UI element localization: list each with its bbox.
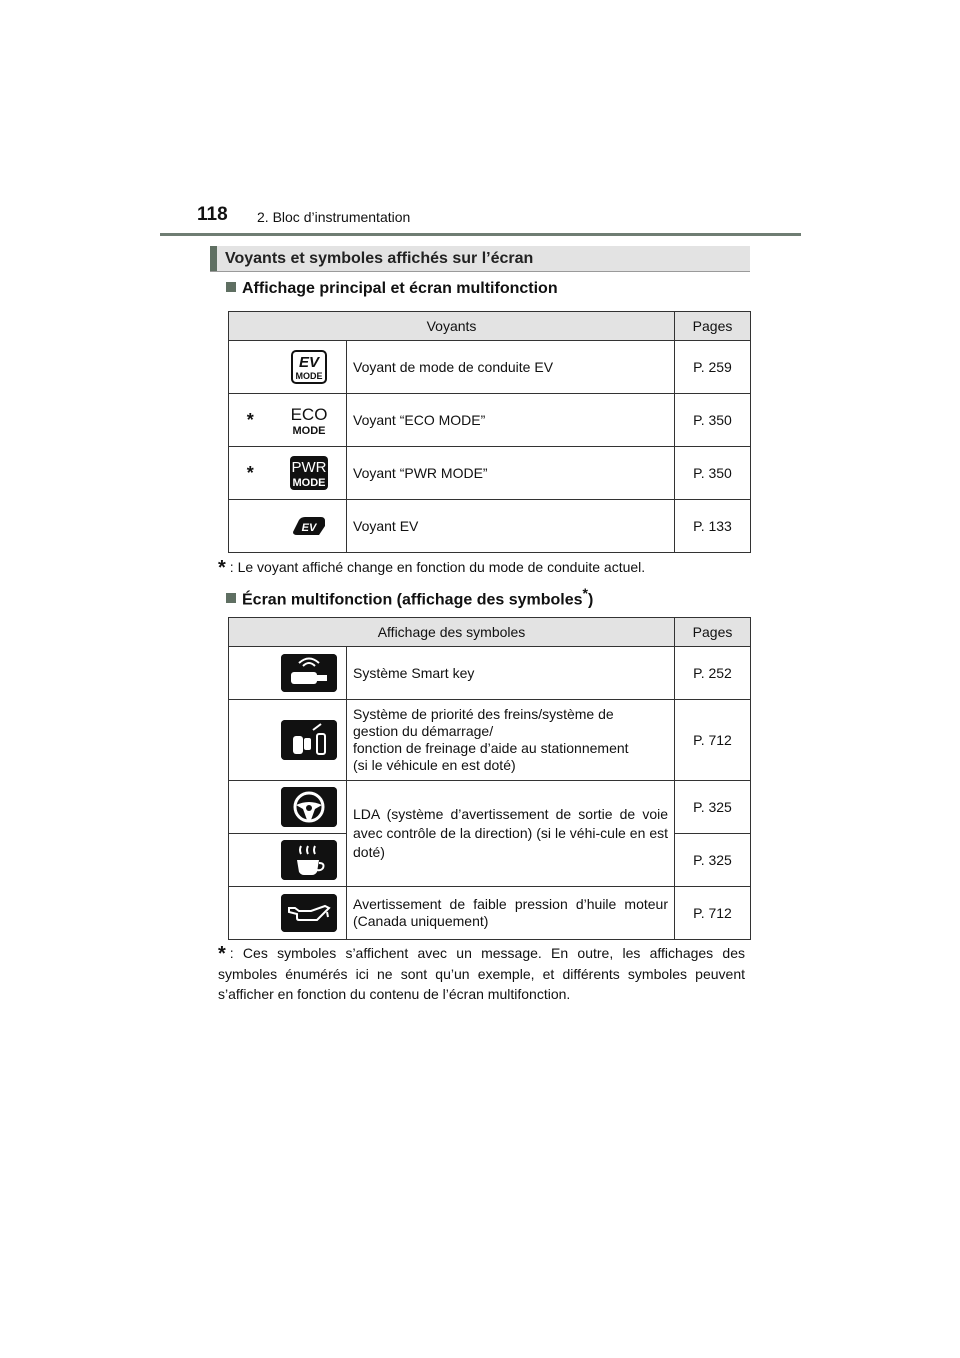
table-row	[229, 647, 751, 700]
footnote-2	[218, 943, 745, 1004]
table-row	[229, 700, 751, 781]
subsection-title-star: *	[582, 585, 588, 601]
svg-text:EV: EV	[301, 522, 317, 534]
ev-mode-icon	[291, 350, 327, 384]
footnote-asterisk: *	[218, 557, 226, 579]
row-description: Système Smart key	[347, 647, 675, 700]
row-page-ref: P. 133	[675, 500, 751, 553]
section-banner	[210, 246, 750, 272]
row-page-ref: P. 712	[675, 700, 751, 781]
column-header-pages: Pages	[675, 312, 751, 341]
row-description-line: Système de priorité des freins/système de	[353, 706, 614, 722]
subsection-heading-2	[226, 585, 593, 609]
subsection-title-end: )	[587, 591, 594, 609]
row-star: *	[229, 447, 272, 500]
footnote-text: : Ces symboles s’affichent avec un message. En outre, les affichages des symboles énumérés ici ne sont qu’un exemple, et différents symboles peuvent s’afficher en fonction du contenu de l’écran multifonction.	[218, 945, 745, 1002]
row-page-ref: P. 350	[675, 394, 751, 447]
row-page-ref: P. 712	[675, 887, 751, 940]
pwr-icon-text: PWR	[291, 459, 327, 476]
row-description: Avertissement de faible pression d’huile moteur (Canada uniquement)	[347, 887, 675, 940]
table-row	[229, 500, 751, 553]
header-rule	[160, 233, 801, 236]
table-header-row	[229, 618, 751, 647]
table-row	[229, 887, 751, 940]
square-bullet-icon	[226, 593, 236, 603]
column-header-label: Affichage des symboles	[229, 618, 675, 647]
steering-wheel-icon	[281, 787, 337, 827]
indicator-table	[228, 311, 751, 553]
column-header-label: Voyants	[229, 312, 675, 341]
row-description-line: gestion du démarrage/	[353, 723, 494, 739]
brake-priority-icon	[281, 720, 337, 760]
smart-key-icon	[281, 654, 337, 692]
svg-text:MODE: MODE	[295, 371, 323, 381]
row-star	[229, 500, 272, 553]
table-row	[229, 394, 751, 447]
ev-indicator-icon	[291, 514, 327, 538]
eco-mode-icon	[289, 403, 329, 437]
subsection-heading-1	[226, 280, 558, 298]
row-description: Voyant “ECO MODE”	[347, 394, 675, 447]
row-page-ref: P. 350	[675, 447, 751, 500]
square-bullet-icon	[226, 282, 236, 292]
row-star	[229, 341, 272, 394]
eco-icon-text: ECO	[290, 405, 328, 424]
symbol-table	[228, 617, 751, 940]
section-title: Voyants et symboles affichés sur l’écran	[225, 250, 534, 267]
footnote-text: : Le voyant affiché change en fonction du mode de conduite actuel.	[229, 559, 646, 575]
eco-icon-subtext: MODE	[292, 425, 326, 437]
table-row	[229, 781, 751, 834]
pwr-mode-icon	[289, 455, 329, 491]
page-number: 118	[197, 204, 228, 225]
row-description: Voyant de mode de conduite EV	[347, 341, 675, 394]
row-page-ref: P. 252	[675, 647, 751, 700]
row-description: LDA (système d’avertissement de sortie de voie avec contrôle de la direction) (si le véhi-cule en est doté)	[347, 781, 675, 887]
row-description-line: (si le véhicule en est doté)	[353, 757, 516, 773]
coffee-cup-icon	[281, 840, 337, 880]
table-row	[229, 447, 751, 500]
pwr-icon-subtext: MODE	[292, 477, 326, 489]
table-header-row	[229, 312, 751, 341]
footnote-1	[218, 557, 758, 578]
row-description: Voyant “PWR MODE”	[347, 447, 675, 500]
column-header-pages: Pages	[675, 618, 751, 647]
row-page-ref: P. 325	[675, 834, 751, 887]
section-banner-bar	[210, 246, 217, 271]
row-description-line: fonction de freinage d’aide au stationnement	[353, 740, 629, 756]
row-star: *	[229, 394, 272, 447]
chapter-title: 2. Bloc d’instrumentation	[257, 209, 411, 225]
row-page-ref: P. 259	[675, 341, 751, 394]
table-row	[229, 341, 751, 394]
oil-can-icon	[281, 894, 337, 932]
row-description: Voyant EV	[347, 500, 675, 553]
row-page-ref: P. 325	[675, 781, 751, 834]
subsection-title-2: Écran multifonction (affichage des symboles	[242, 591, 583, 609]
svg-text:EV: EV	[298, 354, 319, 371]
footnote-asterisk: *	[218, 943, 226, 965]
subsection-title-1: Affichage principal et écran multifonction	[242, 280, 558, 297]
